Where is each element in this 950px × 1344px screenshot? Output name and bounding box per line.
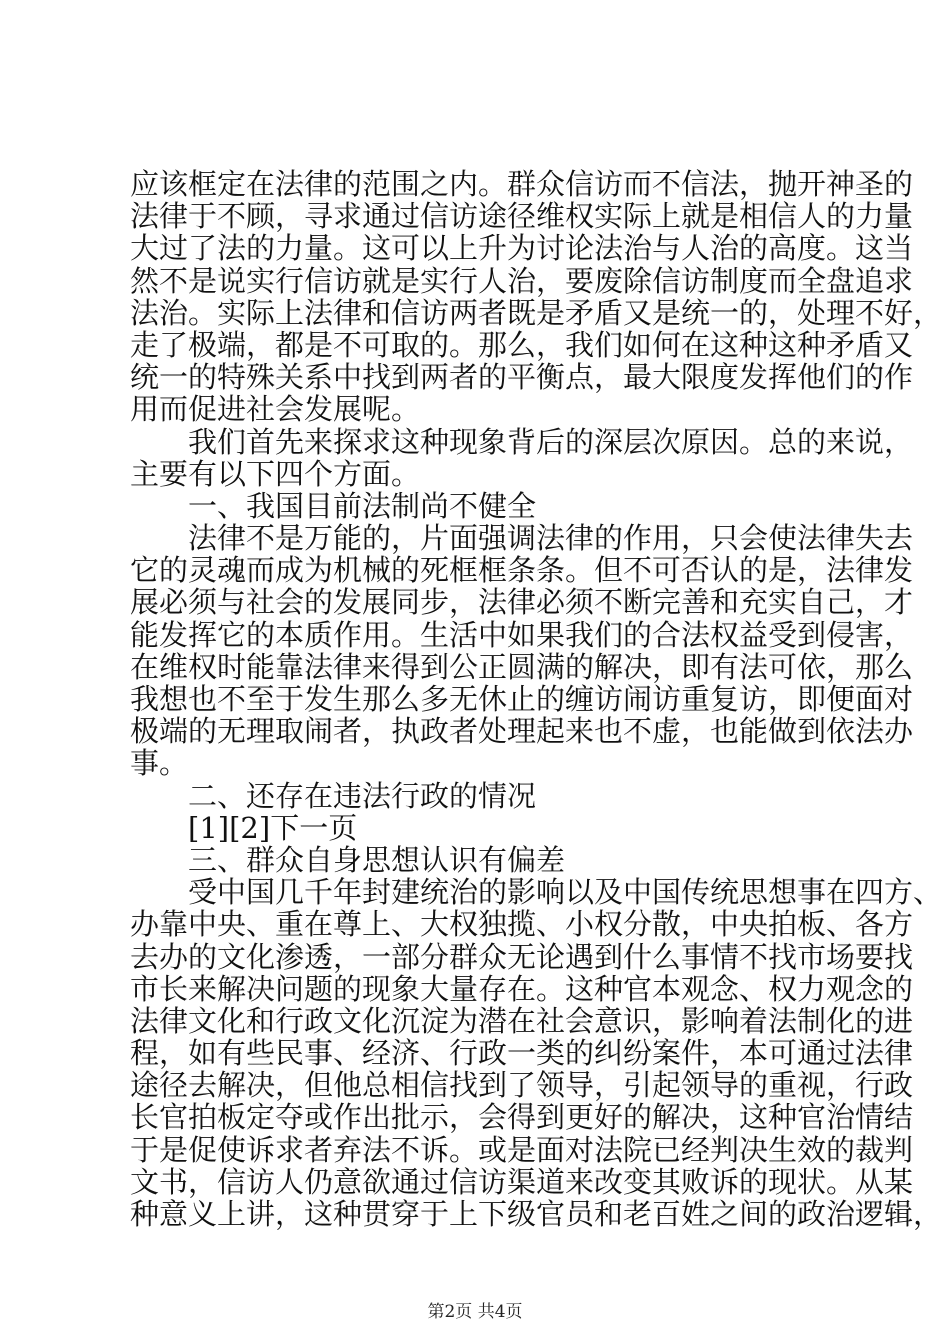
page-footer: 第2页 共4页 [427,1302,523,1322]
text-line: 走了极端，都是不可取的。那么，我们如何在这种这种矛盾又 [130,327,914,362]
text-line: 去办的文化渗透，一部分群众无论遇到什么事情不找市场要找 [130,939,914,974]
page-link-1[interactable]: [1] [188,810,230,845]
section-heading: 一、我国目前法制尚不健全 [188,488,537,523]
text-line: 能发挥它的本质作用。生活中如果我们的合法权益受到侵害， [130,617,914,652]
text-line: 然不是说实行信访就是实行人治，要废除信访制度而全盘追求 [130,263,914,298]
text-line: 程，如有些民事、经济、行政一类的纠纷案件，本可通过法律 [130,1036,914,1071]
text-line: 途径去解决，但他总相信找到了领导，引起领导的重视，行政 [130,1068,914,1103]
text-line: 大过了法的力量。这可以上升为讨论法治与人治的高度。这当 [130,231,914,266]
text-line: 事。 [130,746,189,781]
page-link-2[interactable]: [2] [229,810,271,845]
text-line: 应该框定在法律的范围之内。群众信访而不信法，抛开神圣的 [130,167,914,201]
text-line: 展必须与社会的发展同步，法律必须不断完善和充实自己，才 [130,585,914,620]
text-line: 长官拍板定夺或作出批示，会得到更好的解决，这种官治情结 [130,1100,914,1135]
text-line: 我想也不至于发生那么多无休止的缠访闹访重复访，即便面对 [130,682,914,716]
text-line: 主要有以下四个方面。 [130,456,421,491]
text-line: 文书，信访人仍意欲通过信访渠道来改变其败诉的现状。从某 [130,1164,914,1199]
text-line: 受中国几千年封建统治的影响以及中国传统思想事在四方、 [188,875,943,910]
text-line: 法律于不顾，寻求通过信访途径维权实际上就是相信人的力量 [130,199,914,234]
text-line: 法律不是万能的，片面强调法律的作用，只会使法律失去 [188,521,914,556]
text-line: 于是促使诉求者弃法不诉。或是面对法院已经判决生效的裁判 [130,1132,914,1167]
text-line: 它的灵魂而成为机械的死框框条条。但不可否认的是，法律发 [130,553,914,588]
text-line: 极端的无理取闹者，执政者处理起来也不虚，也能做到依法办 [130,714,914,749]
next-page-link[interactable]: 下一页 [270,810,358,845]
document-body [130,167,943,1231]
text-line: 市长来解决问题的现象大量存在。这种官本观念、权力观念的 [130,971,914,1006]
text-line: 法律文化和行政文化沉淀为潜在社会意识，影响着法制化的进 [130,1003,914,1038]
text-line: 办靠中央、重在尊上、大权独揽、小权分散，中央拍板、各方 [130,907,914,942]
text-line: 种意义上讲，这种贯穿于上下级官员和老百姓之间的政治逻辑， [130,1197,943,1231]
text-line: 统一的特殊关系中找到两者的平衡点，最大限度发挥他们的作 [130,360,914,395]
pagination-links [130,812,830,844]
text-line: 我们首先来探求这种现象背后的深层次原因。总的来说， [188,424,914,459]
section-heading: 三、群众自身思想认识有偏差 [188,842,566,877]
section-heading: 二、还存在违法行政的情况 [188,778,537,813]
text-line: 用而促进社会发展呢。 [130,392,421,427]
text-line: 在维权时能靠法律来得到公正圆满的解决，即有法可依，那么 [130,649,914,684]
text-line: 法治。实际上法律和信访两者既是矛盾又是统一的，处理不好， [130,295,943,330]
